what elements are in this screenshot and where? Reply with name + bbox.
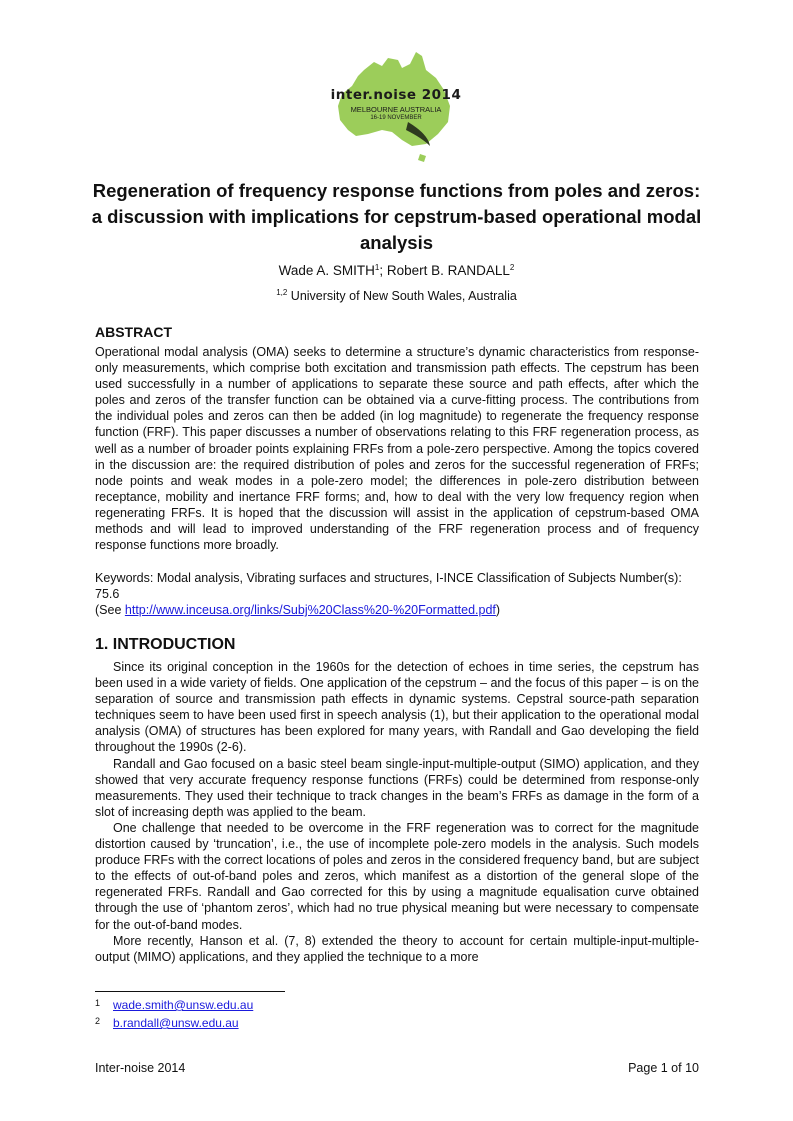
author-1: Wade A. SMITH bbox=[278, 263, 375, 278]
see-suffix: ) bbox=[495, 603, 501, 617]
keywords-line-2: 75.6 bbox=[95, 587, 120, 601]
paper-title: Regeneration of frequency response functions from poles and zeros: a discussion with implications for cepstrum-based operational modal analysis bbox=[91, 180, 702, 253]
author-1-footnote-mark: 1 bbox=[374, 263, 380, 272]
logo-line-2: MELBOURNE AUSTRALIA bbox=[350, 105, 442, 114]
footnote-1 bbox=[95, 995, 253, 1013]
abstract-body: Operational modal analysis (OMA) seeks to determine a structure’s dynamic characteristics from response-only measurements, which comprise both excitation and transmission path effects. The cepstrum has been used successfully in a number of applications to separate these source and path effects, after which the poles and zeros of the transfer function can be obtained via a curve-fitting process. The contributions from the individual poles and zeros can then be added (in log magnitude) to regenerate the frequency response function (FRF). This paper discusses a number of observations relating to this FRF regeneration process, as well as a number of broader points explaining FRFs from a pole-zero perspective. Among the topics covered in the discussion are: the required distribution of poles and zeros for the successful regeneration of FRFs; node points and weak modes in a pole-zero model; the differences in pole-zero distribution between receptance, mobility and inertance FRF forms; and, how to deal with the very low frequency region when regenerating FRFs. It is hoped that the discussion will assist in the application of cepstrum-based OMA methods and will lead to improved understanding of the FRF regeneration process and of frequency response functions more broadly. bbox=[95, 345, 699, 553]
footnotes bbox=[95, 995, 253, 1031]
footnote-2-number: 2 bbox=[95, 1016, 101, 1026]
intro-paragraph-4: More recently, Hanson et al. (7, 8) extended the theory to account for certain multiple-input-multiple-output (MIMO) applications, and they applied the technique to a more bbox=[95, 933, 699, 964]
intro-paragraph-2: Randall and Gao focused on a basic steel beam single-input-multiple-output (SIMO) application, and they showed that very accurate frequency response functions (FRFs) could be determined from response-only measurements. They used their technique to track changes in the beam’s FRFs as damage in the form of a slot of increasing depth was applied to the beam. bbox=[95, 756, 699, 819]
footnote-2-email-link[interactable]: b.randall@unsw.edu.au bbox=[113, 1016, 239, 1030]
footer-conference: Inter-noise 2014 bbox=[95, 1061, 186, 1075]
intro-paragraph-1: Since its original conception in the 1960s for the detection of echoes in time series, the cepstrum has been used in a wide variety of fields. One application of the cepstrum – and the focus of this paper – is on the separation of source and transmission path effects in dynamic systems. Cepstral source-path separation techniques seem to have been used first in speech analysis (1), but their application to the operational modal analysis (OMA) of structures has been explored for many years, with Randall and Gao developing the field throughout the 1990s (2-6). bbox=[95, 660, 699, 755]
affiliation-mark: 1,2 bbox=[276, 288, 288, 297]
author-line bbox=[90, 263, 703, 278]
footnote-1-email-link[interactable]: wade.smith@unsw.edu.au bbox=[113, 998, 254, 1012]
conference-logo bbox=[326, 50, 466, 165]
logo-line-3: 16-19 NOVEMBER bbox=[370, 115, 422, 121]
section-heading-introduction: 1. INTRODUCTION bbox=[95, 636, 236, 653]
intro-paragraph-3: One challenge that needed to be overcome in the FRF regeneration was to correct for the magnitude distortion caused by ‘truncation’, i.e., the use of incomplete pole-zero models in the analysis. Such models produce FRFs with the correct locations of poles and zeros in the considered frequency band, but are subject to the effects of out-of-band poles and zeros, which manifest as a distortion of the general slope of the regenerated FRFs. Randall and Gao corrected for this by using a magnitude equalisation curve obtained through the use of ‘phantom zeros’, which had no true physical meaning but were necessary to compensate for the out-of-band modes. bbox=[95, 820, 699, 932]
logo-line-1: inter.noise 2014 bbox=[330, 87, 462, 103]
author-2-footnote-mark: 2 bbox=[509, 263, 515, 272]
keywords-see-line bbox=[95, 602, 699, 618]
classification-link[interactable]: http://www.inceusa.org/links/Subj%20Class%20-%20Formatted.pdf bbox=[124, 603, 496, 617]
affiliation bbox=[90, 289, 703, 303]
footer-page-number: Page 1 of 10 bbox=[628, 1061, 699, 1075]
introduction-body bbox=[95, 659, 699, 965]
author-2: Robert B. RANDALL bbox=[386, 263, 510, 278]
footnote-divider bbox=[95, 991, 285, 992]
footnote-1-number: 1 bbox=[95, 998, 101, 1008]
affiliation-text: University of New South Wales, Australia bbox=[287, 289, 517, 303]
see-prefix: (See bbox=[95, 603, 125, 617]
footnote-2 bbox=[95, 1013, 253, 1031]
abstract-heading: ABSTRACT bbox=[95, 324, 172, 340]
keywords-block bbox=[95, 570, 699, 618]
keywords-line-1: Keywords: Modal analysis, Vibrating surfaces and structures, I-INCE Classification of Subjects Number(s): bbox=[95, 571, 682, 585]
author-separator: ; bbox=[379, 263, 387, 278]
